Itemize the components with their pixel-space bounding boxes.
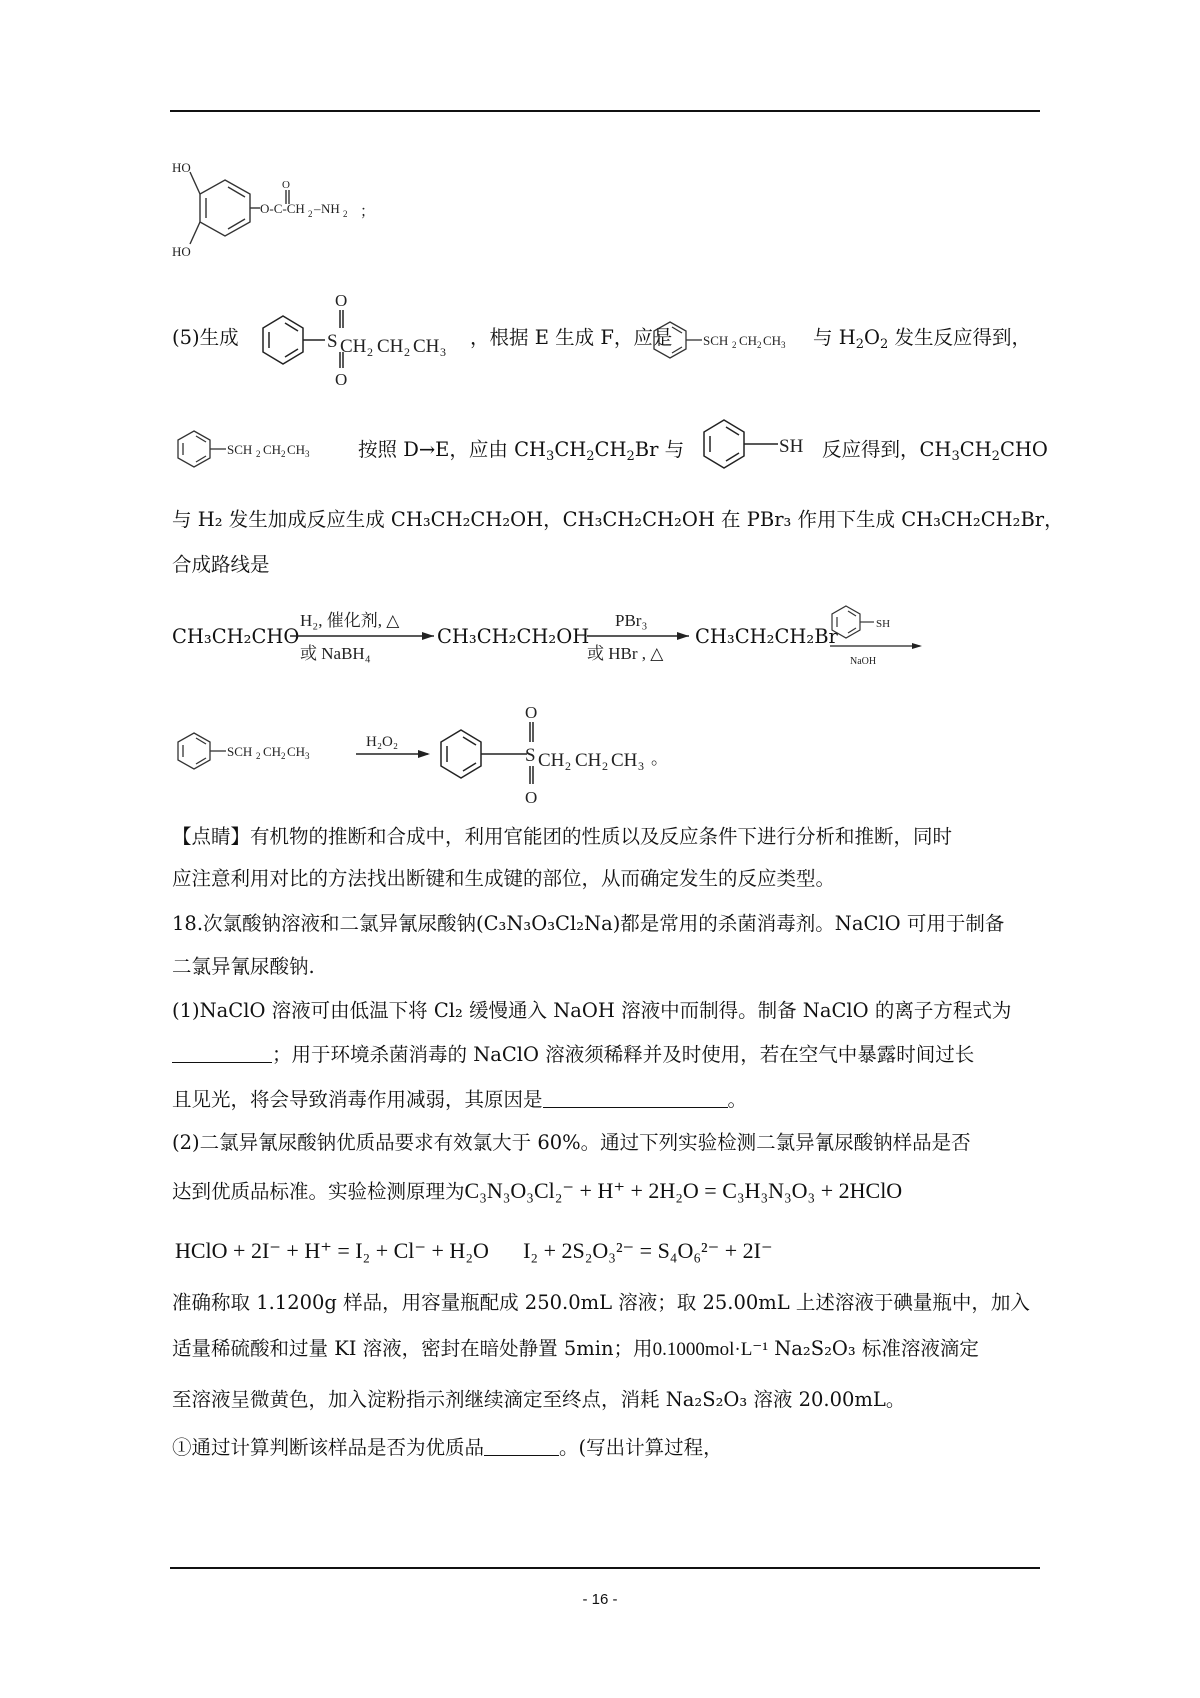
phenyl-propyl-sulfone-structure bbox=[247, 292, 472, 392]
q18-part2-equations bbox=[175, 1240, 773, 1262]
note-line2: 应注意利用对比的方法找出断键和生成键的部位，从而确定发生的反应类型。 bbox=[172, 867, 836, 890]
svg-text:–: – bbox=[314, 201, 321, 216]
svg-text:或 NaBH₄: 或 NaBH₄ bbox=[300, 644, 371, 663]
svg-text:CH: CH bbox=[263, 442, 282, 457]
phenyl-propyl-sulfide-structure bbox=[648, 318, 828, 362]
q18-part2-line1: (2)二氯异氰尿酸钠优质品要求有效氯大于 60%。通过下列实验检测二氯异氰尿酸钠样品是否 bbox=[172, 1131, 971, 1154]
q18-part1-line2: ；用于环境杀菌消毒的 NaClO 溶液须稀释并及时使用，若在空气中暴露时间过长 bbox=[172, 1044, 974, 1065]
q18-line2: 二氯异氰尿酸钠. bbox=[172, 955, 315, 978]
q18-part2-line4: 适量稀硫酸和过量 KI 溶液，密封在暗处静置 5min；用0.1000mol·L⁻¹ Na₂S₂O₃ 标准溶液滴定 bbox=[172, 1337, 979, 1360]
svg-text:3: 3 bbox=[440, 345, 446, 359]
svg-text:SCH: SCH bbox=[703, 333, 729, 348]
svg-text:SCH: SCH bbox=[227, 744, 253, 759]
svg-text:NH: NH bbox=[321, 201, 340, 216]
equation-2: HClO + 2I⁻ + H⁺ = I₂ + Cl⁻ + H₂O bbox=[175, 1238, 489, 1263]
svg-text:2: 2 bbox=[281, 751, 286, 761]
q18-line1: 18.次氯酸钠溶液和二氯异氰尿酸钠(C₃N₃O₃Cl₂Na)都是常用的杀菌消毒剂。NaClO 可用于制备 bbox=[172, 912, 1005, 935]
svg-text:2: 2 bbox=[343, 209, 348, 219]
svg-text:O: O bbox=[335, 292, 348, 310]
svg-text:。: 。 bbox=[651, 749, 668, 768]
svg-text:2: 2 bbox=[256, 449, 261, 459]
svg-text:2: 2 bbox=[367, 345, 373, 359]
svg-text:S: S bbox=[327, 331, 338, 352]
route-step3: CH₃CH₂CH₂Br bbox=[695, 625, 838, 648]
svg-text:CH: CH bbox=[377, 336, 404, 357]
svg-text:2: 2 bbox=[404, 345, 410, 359]
answer-blank-2[interactable] bbox=[543, 1089, 728, 1108]
footer-rule bbox=[170, 1567, 1040, 1569]
svg-text:HO: HO bbox=[172, 244, 191, 259]
svg-text:或 HBr , △: 或 HBr , △ bbox=[587, 644, 664, 663]
svg-text:CH: CH bbox=[739, 333, 758, 348]
svg-text:CH: CH bbox=[575, 750, 602, 771]
svg-text:3: 3 bbox=[305, 751, 310, 761]
part5-line4: 合成路线是 bbox=[172, 553, 270, 576]
phenyl-propyl-sulfide-structure-2 bbox=[172, 427, 357, 471]
svg-text:2: 2 bbox=[256, 751, 261, 761]
resorcinol-glycinate-structure bbox=[170, 158, 410, 268]
route-sulfone-structure bbox=[425, 700, 675, 810]
svg-text:O: O bbox=[335, 370, 348, 389]
svg-text:CH: CH bbox=[538, 750, 565, 771]
route-arrow-1 bbox=[288, 604, 438, 668]
svg-text:CH: CH bbox=[340, 336, 367, 357]
svg-text:H₂, 催化剂, △: H₂, 催化剂, △ bbox=[300, 611, 400, 630]
svg-text:SH: SH bbox=[779, 436, 804, 457]
answer-blank-3[interactable] bbox=[484, 1437, 559, 1456]
svg-text:O: O bbox=[282, 179, 290, 191]
svg-text:H₂O₂: H₂O₂ bbox=[366, 734, 399, 750]
q18-part2-line5: 至溶液呈微黄色，加入淀粉指示剂继续滴定至终点，消耗 Na₂S₂O₃ 溶液 20.00mL。 bbox=[172, 1388, 906, 1411]
route-arrow-2 bbox=[585, 604, 695, 668]
header-rule bbox=[170, 110, 1040, 112]
equation-1: C₃N₃O₃Cl₂⁻ + H⁺ + 2H₂O = C₃H₃N₃O₃ + 2HClO bbox=[464, 1178, 903, 1203]
route-step1: CH₃CH₂CHO bbox=[172, 625, 300, 648]
svg-text:2: 2 bbox=[757, 340, 762, 350]
part5-line3: 与 H₂ 发生加成反应生成 CH₃CH₂CH₂OH，CH₃CH₂CH₂OH 在 PBr₃ 作用下生成 CH₃CH₂CH₂Br， bbox=[172, 508, 1064, 531]
part5-line2-end: 反应得到，$CH_3CH_2CHO$ bbox=[822, 438, 1048, 464]
svg-text:S: S bbox=[525, 745, 536, 766]
svg-text:3: 3 bbox=[305, 449, 310, 459]
svg-text:CH: CH bbox=[287, 744, 306, 759]
note-line1: 【点睛】有机物的推断和合成中，利用官能团的性质以及反应条件下进行分析和推断，同时 bbox=[172, 825, 953, 848]
part5-line2: 按照 D→E，应由 $CH_3CH_2CH_2Br$ 与 bbox=[358, 438, 685, 464]
svg-text:O: O bbox=[525, 703, 538, 722]
svg-text:；: ； bbox=[360, 204, 376, 220]
svg-text:2: 2 bbox=[732, 340, 737, 350]
svg-text:SH: SH bbox=[876, 618, 891, 630]
svg-text:CH: CH bbox=[263, 744, 282, 759]
svg-text:2: 2 bbox=[308, 209, 313, 219]
thiophenol-structure bbox=[688, 410, 823, 480]
part5-line1: (5)生成 bbox=[172, 326, 239, 349]
q18-part2-line3: 准确称取 1.1200g 样品，用容量瓶配成 250.0mL 溶液；取 25.00mL 上述溶液于碘量瓶中，加入 bbox=[172, 1291, 1030, 1314]
q18-part1-line1: (1)NaClO 溶液可由低温下将 Cl₂ 缓慢通入 NaOH 溶液中而制得。制备 NaClO 的离子方程式为 bbox=[172, 999, 1012, 1022]
svg-text:2: 2 bbox=[565, 759, 571, 773]
q18-part2-line6: ①通过计算判断该样品是否为优质品 。(写出计算过程， bbox=[172, 1436, 723, 1459]
part5-line1-end: 与 $H_2O_2$ 发生反应得到， bbox=[813, 326, 1031, 352]
svg-text:3: 3 bbox=[638, 759, 644, 773]
svg-text:CH: CH bbox=[413, 336, 440, 357]
svg-text:PBr₃: PBr₃ bbox=[615, 611, 648, 630]
svg-text:3: 3 bbox=[781, 340, 786, 350]
svg-text:NaOH: NaOH bbox=[850, 656, 877, 667]
route-sulfide-structure bbox=[172, 729, 357, 773]
svg-text:CH: CH bbox=[287, 442, 306, 457]
q18-part2-line2: 达到优质品标准。实验检测原理为C₃N₃O₃Cl₂⁻ + H⁺ + 2H₂O = C₃H₃N₃O₃ + 2HClO bbox=[172, 1178, 903, 1203]
part5-line1-cont: ，根据 E 生成 F，应是 bbox=[470, 326, 673, 349]
route-step2: CH₃CH₂CH₂OH bbox=[437, 625, 590, 648]
svg-text:CH: CH bbox=[611, 750, 638, 771]
svg-text:O-C-CH: O-C-CH bbox=[260, 201, 305, 216]
svg-text:2: 2 bbox=[281, 449, 286, 459]
equation-3: I₂ + 2S₂O₃²⁻ = S₄O₆²⁻ + 2I⁻ bbox=[523, 1238, 773, 1263]
svg-text:O: O bbox=[525, 788, 538, 807]
answer-blank-1[interactable] bbox=[172, 1044, 272, 1063]
route-arrow-4 bbox=[354, 730, 434, 770]
svg-text:2: 2 bbox=[602, 759, 608, 773]
q18-part1-line3: 且见光，将会导致消毒作用减弱，其原因是 。 bbox=[172, 1088, 748, 1111]
page-number: - 16 - bbox=[582, 1591, 618, 1608]
svg-text:SCH: SCH bbox=[227, 442, 253, 457]
svg-text:CH: CH bbox=[763, 333, 782, 348]
svg-text:HO: HO bbox=[172, 160, 191, 175]
route-arrow-3 bbox=[828, 602, 926, 672]
